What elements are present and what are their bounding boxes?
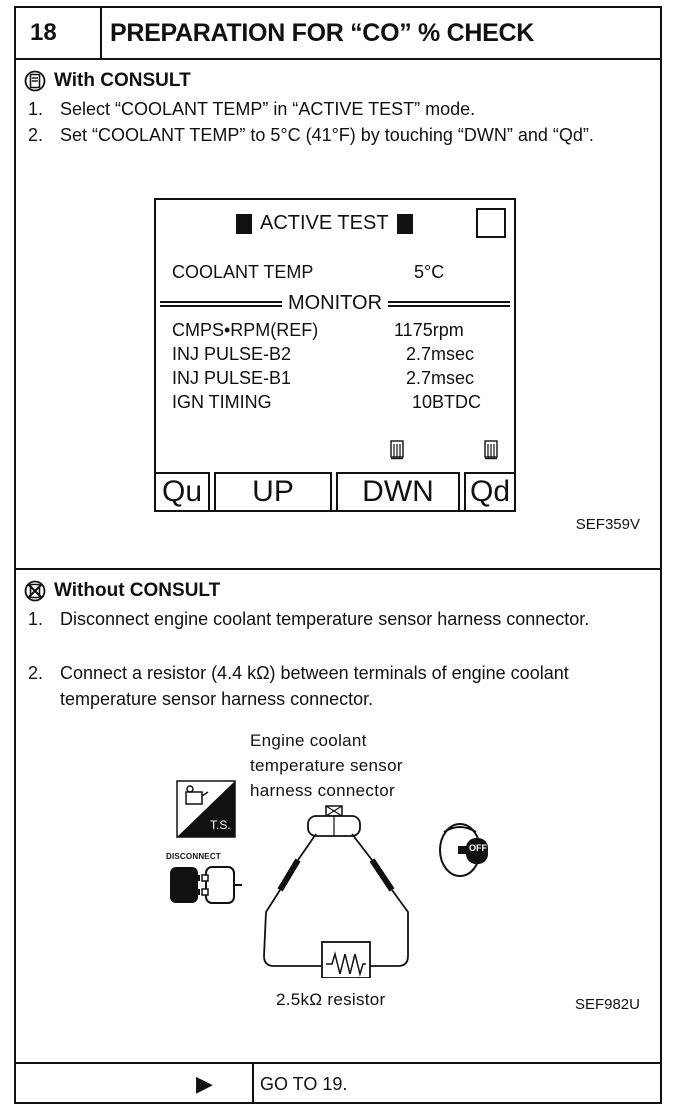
connector-label [250, 728, 403, 803]
without-consult-step-2 [28, 660, 628, 712]
without-consult-step-1 [28, 606, 608, 632]
figure-code: SEF982U [574, 996, 640, 1013]
footer-arrow-cell [16, 1064, 254, 1104]
no-consult-icon [24, 580, 46, 602]
step-num: 1. [28, 99, 44, 119]
consult-icon [24, 70, 46, 92]
step-footer [16, 1064, 660, 1104]
step-header [16, 8, 660, 60]
ignition-key-off-icon [436, 820, 492, 884]
connector-label-line: Engine coolant [250, 731, 367, 750]
without-consult-label: Without CONSULT [54, 580, 221, 601]
screen-title-text: ACTIVE TEST [260, 212, 389, 234]
qu-button[interactable]: Qu [154, 472, 210, 512]
connector-label-line: harness connector [250, 781, 395, 800]
connector-label-line: temperature sensor [250, 756, 403, 775]
title-marker-right [397, 214, 413, 234]
step-text: Disconnect engine coolant temperature sensor harness connector. [60, 609, 590, 629]
screen-corner-box[interactable] [476, 208, 506, 238]
step-number: 18 [16, 8, 102, 58]
disconnect-label: DISCONNECT [166, 852, 221, 861]
monitor-item-value: 10BTDC [412, 392, 482, 412]
step-text: Set “COOLANT TEMP” to 5°C (41°F) by touching “DWN” and “Qd”. [60, 125, 594, 145]
without-consult-section [16, 570, 660, 1064]
touch-hand-icon [484, 440, 498, 460]
disconnect-plug-graphic [166, 861, 246, 911]
monitor-item-label: INJ PULSE-B2 [172, 344, 292, 364]
key-off-label: OFF [469, 843, 487, 853]
ts-icon [176, 780, 236, 838]
divider-dashes [160, 301, 282, 307]
monitor-item-value: 1175rpm [394, 320, 464, 340]
resistor-label: 2.5kΩ resistor [276, 990, 386, 1009]
title-marker-left [236, 214, 252, 234]
with-consult-heading [24, 70, 191, 92]
touch-hand-icon [390, 440, 404, 460]
monitor-item-value: 2.7msec [406, 368, 475, 388]
qd-button[interactable]: Qd [464, 472, 516, 512]
screen-title [236, 212, 413, 235]
with-consult-section [16, 60, 660, 570]
with-consult-step-1 [28, 96, 638, 122]
without-consult-heading [24, 580, 220, 602]
step-num: 1. [28, 609, 44, 629]
step-num: 2. [28, 125, 44, 145]
monitor-item-label: INJ PULSE-B1 [172, 368, 292, 388]
play-arrow-icon: ▶ [196, 1071, 213, 1096]
with-consult-label: With CONSULT [54, 70, 191, 91]
coolant-temp-value: 5°C [414, 262, 445, 282]
consult-screen [154, 198, 516, 512]
dwn-button[interactable]: DWN [336, 472, 460, 512]
goto-link[interactable]: GO TO 19. [260, 1074, 348, 1094]
monitor-item-label: IGN TIMING [172, 392, 272, 412]
disconnect-icon [166, 852, 246, 912]
monitor-divider [158, 292, 512, 315]
resistor-wiring-diagram [236, 798, 456, 978]
monitor-item-value: 2.7msec [406, 344, 475, 364]
divider-dashes [388, 301, 510, 307]
step-text: Connect a resistor (4.4 kΩ) between terminals of engine coolant temperature sensor harness connector. [60, 663, 569, 709]
figure-code: SEF359V [575, 516, 640, 533]
with-consult-step-2 [28, 122, 618, 148]
step-text: Select “COOLANT TEMP” in “ACTIVE TEST” mode. [60, 99, 476, 119]
up-button[interactable]: UP [214, 472, 332, 512]
procedure-box [14, 6, 662, 1104]
step-title: PREPARATION FOR “CO” % CHECK [110, 19, 535, 47]
coolant-temp-label: COOLANT TEMP [172, 262, 314, 282]
monitor-item-label: CMPS•RPM(REF) [172, 320, 319, 340]
ts-label: T.S. [210, 818, 231, 832]
monitor-label: MONITOR [287, 292, 383, 314]
step-num: 2. [28, 663, 44, 683]
